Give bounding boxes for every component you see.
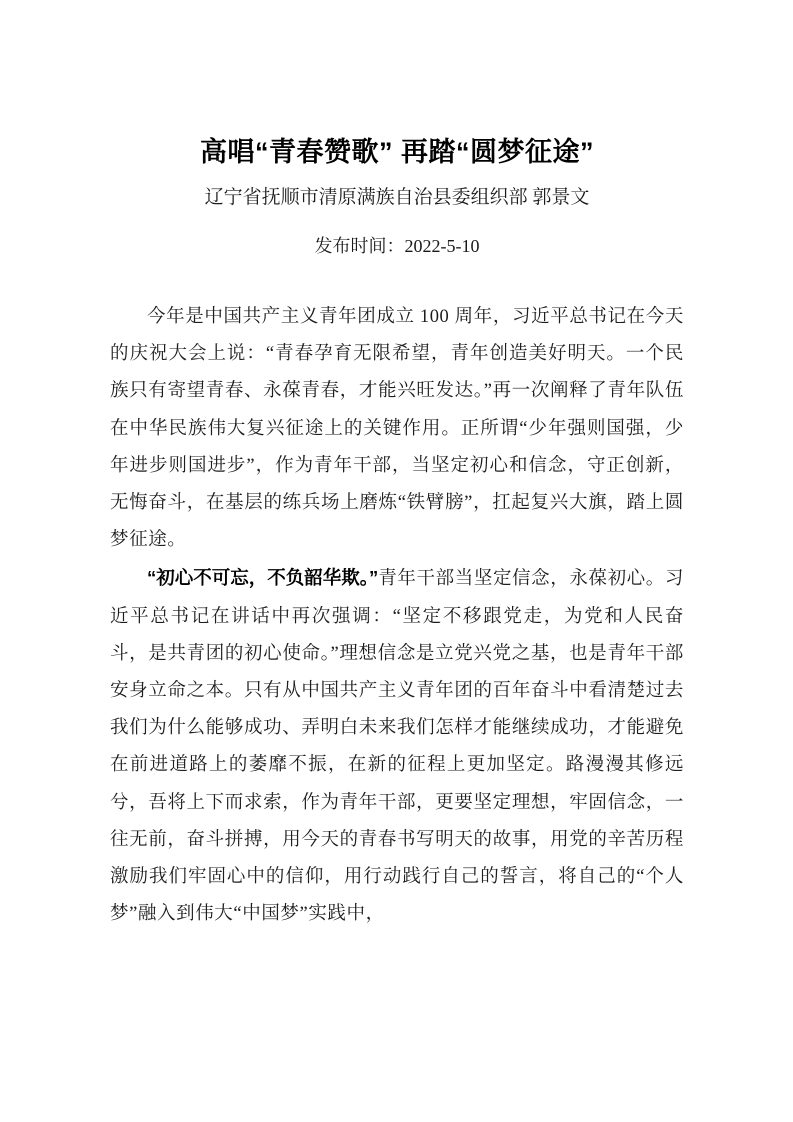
paragraph-2-lead: “初心不可忘，不负韶华欺。” bbox=[147, 567, 379, 589]
author-byline: 辽宁省抚顺市清原满族自治县委组织部 郭景文 bbox=[204, 187, 590, 208]
page-title: 高唱“青春赞歌” 再踏“圆梦征途” bbox=[199, 137, 594, 167]
paragraph-1 bbox=[110, 297, 684, 559]
paragraph-2-text: 青年干部当坚定信念，永葆初心。习近平总书记在讲话中再次强调：“坚定不移跟党走，为党和人民奋斗，是共青团的初心使命。”理想信念是立党兴党之基，也是青年干部安身立命之本。只有从中国共产主义青年团的百年奋斗中看清楚过去我们为什么能够成功、弄明白未来我们怎样才能继续成功，才能避免在前进道路上的萎靡不振，在新的征程上更加坚定。路漫漫其修远兮，吾将上下而求索，作为青年干部，更要坚定理想，牢固信念，一往无前，奋斗拼搏，用今天的青春书写明天的故事，用党的辛苦历程激励我们牢固心中的信仰，用行动践行自己的誓言，将自己的“个人梦”融入到伟大“中国梦”实践中， bbox=[110, 569, 684, 925]
document-body bbox=[110, 261, 684, 933]
document-content bbox=[110, 0, 684, 933]
publish-date: 发布时间：2022-5-10 bbox=[314, 236, 480, 256]
paragraph-2 bbox=[110, 559, 684, 933]
paragraph-1-text: 今年是中国共产主义青年团成立 100 周年，习近平总书记在今天的庆祝大会上说：“青春孕育无限希望，青年创造美好明天。一个民族只有寄望青春、永葆青春，才能兴旺发达。”再一次阐释了青年队伍在中华民族伟大复兴征途上的关键作用。正所谓“少年强则国强，少年进步则国进步”，作为青年干部，当坚定初心和信念，守正创新，无悔奋斗，在基层的练兵场上磨炼“铁臂膀”，扛起复兴大旗，踏上圆梦征途。 bbox=[110, 307, 684, 551]
